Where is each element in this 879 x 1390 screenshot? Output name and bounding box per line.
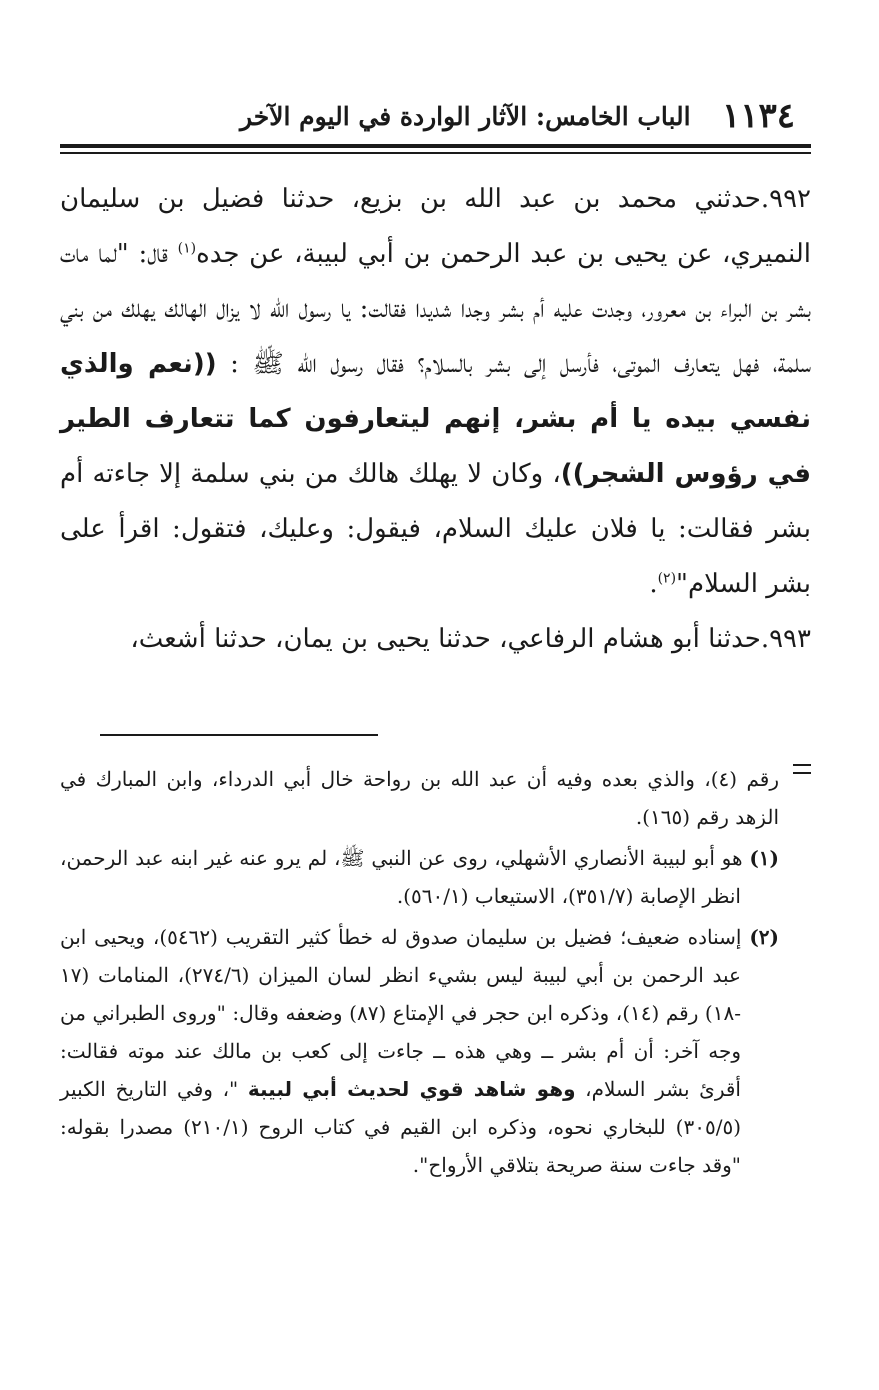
page-header <box>60 96 809 140</box>
footnote-1-marker: (١) <box>749 846 779 870</box>
footnote-ref-1[interactable]: (١) <box>177 240 197 257</box>
footnotes <box>60 760 779 1187</box>
footnote-1 <box>60 839 779 915</box>
hadith-993: ٩٩٣.حدثنا أبو هشام الرفاعي، حدثنا يحيى بن يمان، حدثنا أشعث، <box>130 624 811 654</box>
footnote-separator <box>100 734 378 736</box>
hadith-992-end: . <box>649 569 658 599</box>
footnote-2-text-a: إسناده ضعيف؛ فضيل بن سليمان صدوق له خطأ كثير التقريب (٥٤٦٢)، ويحيى ابن عبد الرحمن بن أبي لبيبة ليس بشيء انظر لسان الميزان (٢٧٤/٦)، المنامات (١٧ -١٨) رقم (١٤)، وذكره ابن حجر في الإمتاع (٨٧) وضعفه وقال: "وروى الطبراني من وجه آخر: أن أم بشر ــ وهي هذه ــ جاءت إلى كعب بن مالك عند موته فقالت: أقرئ بشر السلام، <box>60 925 750 1101</box>
footnote-1-text: هو أبو لبيبة الأنصاري الأشهلي، روى عن النبي ﷺ، لم يرو عنه غير ابنه عبد الرحمن، انظر الإصابة (٣٥١/٧)، الاستيعاب (٥٦٠/١). <box>60 846 750 908</box>
page-number: ١١٣٤ <box>721 96 795 136</box>
footnote-2-bold: وهو شاهد قوي لحديث أبي لبيبة <box>247 1077 576 1101</box>
main-text <box>60 172 811 667</box>
hadith-992 <box>60 172 811 612</box>
footnote-2-text-b: "، وفي التاريخ الكبير (٣٠٥/٥) للبخاري نحوه، وذكره ابن القيم في كتاب الروح (٢١٠/١) مصدرا بقوله: "وقد جاءت سنة صريحة بتلاقي الأرواح". <box>60 1077 742 1177</box>
continuation-mark <box>793 764 811 774</box>
hadith-992-continuation: ، وكان لا يهلك هالك من بني سلمة إلا جاءته أم بشر فقالت: يا فلان عليك السلام، فيقول: وعليك، فتقول: اقرأ على بشر السلام" <box>60 459 811 599</box>
header-rule-thin <box>60 152 811 154</box>
header-rule-thick <box>60 144 811 148</box>
footnote-2 <box>60 918 779 1184</box>
footnote-continued: رقم (٤)، والذي بعده وفيه أن عبد الله بن رواحة خال أبي الدرداء، وابن المبارك في الزهد رقم (١٦٥). <box>60 767 779 829</box>
hadith-992-prophetic-saying: ((نعم والذي نفسي بيده يا أم بشر، إنهم ليتعارفون كما تتعارف الطير في رؤوس الشجر)) <box>60 349 811 489</box>
footnote-ref-2[interactable]: (٢) <box>657 570 677 587</box>
footnote-2-marker: (٢) <box>749 925 779 949</box>
running-title: الباب الخامس: الآثار الواردة في اليوم الآخر <box>240 102 691 131</box>
hadith-992-narrative: قال: "لما مات بشر بن البراء بن معرور، وجدت عليه أم بشر وجدا شديدا فقالت: يا رسول الله لا يزال الهالك يهلك من بني سلمة، فهل يتعارف الموتى، فأرسل إلى بشر بالسلام؟ فقال رسول الله ﷺ : <box>60 239 811 379</box>
hadith-992-chain: ٩٩٢.حدثني محمد بن عبد الله بن بزيع، حدثنا فضيل بن سليمان النميري، عن يحيى بن عبد الرحمن بن أبي لبيبة، عن جده <box>60 184 812 269</box>
